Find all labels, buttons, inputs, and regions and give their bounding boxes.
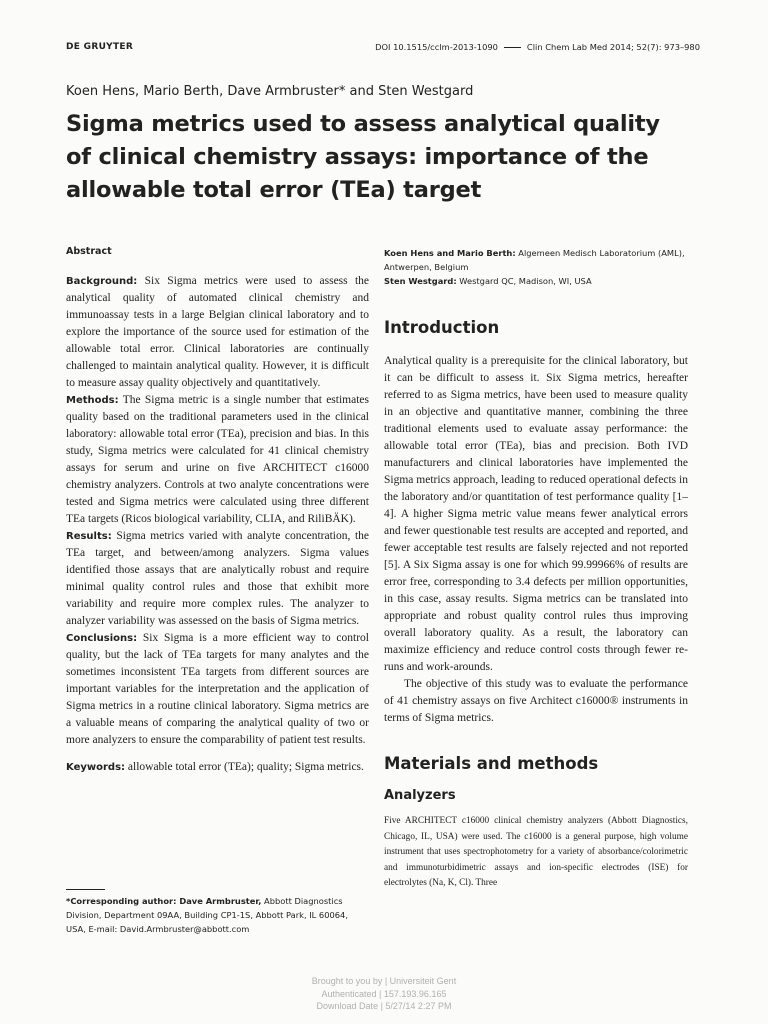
abstract-conclusions	[66, 630, 369, 749]
doi-text[interactable]: DOI 10.1515/cclm-2013-1090	[375, 42, 498, 52]
affiliation-label: Sten Westgard:	[384, 276, 457, 286]
title-line: allowable total error (TEa) target	[66, 177, 482, 203]
author-list: Koen Hens, Mario Berth, Dave Armbruster* and Sten Westgard	[66, 84, 474, 99]
affiliation-text: Westgard QC, Madison, WI, USA	[459, 276, 592, 286]
watermark-line: Authenticated | 157.193.96.165	[321, 988, 447, 999]
section-label: Conclusions:	[66, 633, 138, 644]
watermark-line: Brought to you by | Universiteit Gent	[311, 976, 457, 986]
journal-reference: Clin Chem Lab Med 2014; 52(7): 973–980	[526, 42, 700, 52]
footnote-rule	[66, 889, 105, 890]
footnote-text: Abbott Diagnostics Division, Department 09AA, Building CP1-1S, Abbott Park, IL 60064, USA, E-mail: David.Armbruster@abbott.com	[66, 896, 348, 934]
citation-line	[375, 42, 700, 52]
affiliation-text: Algemeen Medisch Laboratorium (AML), Antwerpen, Belgium	[384, 248, 685, 272]
title-line: of clinical chemistry assays: importance of the	[66, 144, 649, 170]
section-label: Results:	[66, 531, 112, 542]
page-header	[66, 42, 700, 56]
affiliation	[384, 274, 688, 288]
abstract-heading: Abstract	[66, 246, 112, 257]
materials-heading: Materials and methods	[384, 754, 599, 773]
introduction-paragraph: Analytical quality is a prerequisite for the clinical laboratory, but it can be difficult to assess it. Six Sigma metrics, hereafter referred to as Sigma metrics, have been used to measure quality in an objective and quantitative manner, combining the three traditional elements used to evaluate assay performance: the allowable total error (TEa), bias and precision. Both IVD manufacturers and clinical laboratories have implemented the Sigma metrics approach, leading to reduced operational defects in the laboratory and/or quantitation of test performance quality [1–4]. A higher Sigma metric value means fewer analytical errors and fewer questionable test results are accepted and reported, and fewer acceptable test results are falsely rejected and not reported [5]. A Six Sigma assay is one for which 99.99966% of results are error free, corresponding to 3.4 defects per million opportunities, in this case, assay results. Sigma metrics can be translated into appropriate and robust quality control rules thus improving overall laboratory quality. As a result, the laboratory can maximize efficiency and reduce control costs through fewer re-runs and work-arounds.	[384, 355, 688, 673]
article-title	[66, 108, 706, 207]
abstract-background	[66, 273, 369, 392]
introduction-body	[384, 353, 688, 727]
affiliation	[384, 246, 688, 274]
introduction-paragraph: The objective of this study was to evaluate the performance of 41 chemistry assays on five Architect c16000® instruments in terms of Sigma metrics.	[384, 678, 688, 724]
analyzers-subheading: Analyzers	[384, 788, 456, 803]
section-text: Sigma metrics varied with analyte concentration, the TEa target, and between/among analyzers. Sigma values identified those assays that are analytically robust and require minimal quality control rules and those that exhibit more variability and require more complex rules. The analyzer to analyzer variability was assessed on the basis of Sigma metrics.	[66, 530, 369, 627]
analyzers-paragraph: Five ARCHITECT c16000 clinical chemistry analyzers (Abbott Diagnostics, Chicago, IL, USA) were used. The c16000 is a general purpose, high volume instrument that uses spectrophotometry for a variety of absorbance/colorimetric and immunoturbidimetric assays and ion-specific electrodes (ISE) for electrolytes (Na, K, Cl). Three	[384, 816, 688, 888]
abstract-methods	[66, 392, 369, 528]
section-text: Six Sigma metrics were used to assess the analytical quality of automated clinical chemistry and immunoassay tests in a large Belgian clinical laboratory and to explore the importance of the source used for estimation of the allowable total error. Clinical laboratories are continually challenged to maintain analytical quality. However, it is difficult to measure assay quality objectively and quantitatively.	[66, 275, 370, 389]
abstract-column	[66, 246, 369, 776]
abstract-results	[66, 528, 369, 630]
analyzers-body	[384, 814, 688, 892]
keywords-label: Keywords:	[66, 762, 126, 773]
introduction-heading: Introduction	[384, 318, 500, 337]
section-label: Background:	[66, 276, 138, 287]
footnote-label: *Corresponding author: Dave Armbruster,	[66, 896, 262, 906]
body-column	[384, 246, 688, 892]
section-text: Six Sigma is a more efficient way to control quality, but the lack of TEa targets for many analytes and the sometimes inconsistent TEa targets from different sources are important variables for the interpretation and the application of Sigma metrics in a routine clinical laboratory. Sigma metrics are a valuable means of comparing the analytical quality of two or more analyzers to ensure the comparability of patient test results.	[66, 632, 369, 746]
title-line: Sigma metrics used to assess analytical quality	[66, 111, 660, 137]
publisher-logo: DE GRUYTER	[66, 42, 134, 52]
download-watermark	[0, 975, 768, 1013]
section-text: The Sigma metric is a single number that estimates quality based on the traditional parameters used in the clinical laboratory: allowable total error (TEa), precision and bias. In this study, Sigma metrics were calculated for 41 clinical chemistry assays for serum and urine on five ARCHITECT c16000 chemistry analyzers. Controls at two analyte concentrations were tested and Sigma metrics were calculated using three different TEa targets (Ricos biological variability, CLIA, and RiliBÄK).	[66, 394, 369, 525]
section-label: Methods:	[66, 395, 119, 406]
affiliation-label: Koen Hens and Mario Berth:	[384, 248, 516, 258]
watermark-line: Download Date | 5/27/14 2:27 PM	[316, 1001, 452, 1011]
keywords-text: allowable total error (TEa); quality; Sigma metrics.	[127, 761, 364, 773]
corresponding-author-footnote	[66, 894, 366, 936]
separator-dash	[504, 47, 521, 48]
keywords	[66, 759, 369, 776]
